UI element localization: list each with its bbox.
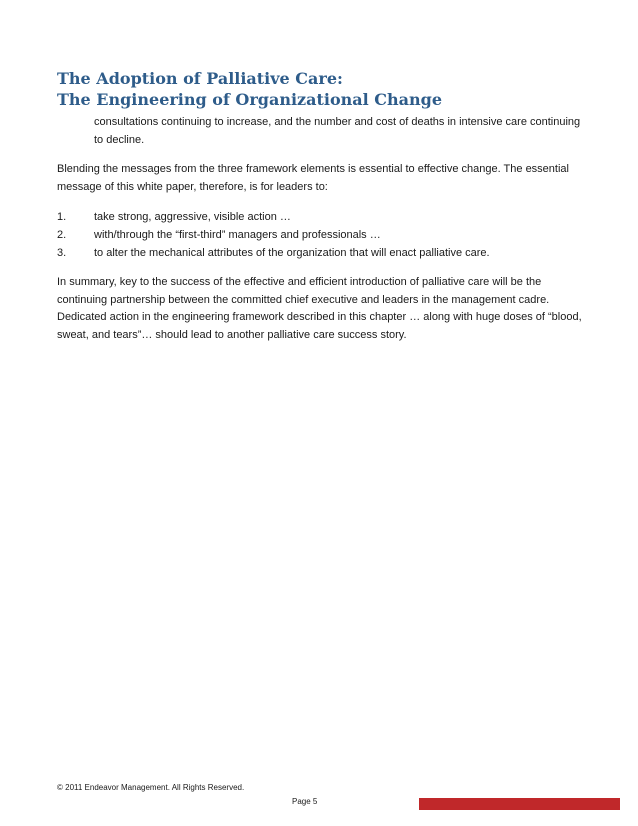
action-list: [57, 208, 587, 262]
footer-page-number: Page 5: [292, 797, 318, 806]
page-title-line-2: The Engineering of Organizational Change: [57, 89, 443, 109]
footer-accent-bar: [419, 798, 620, 810]
list-item: [57, 208, 587, 226]
list-item-number: 2.: [57, 229, 67, 241]
list-item-number: 3.: [57, 247, 67, 259]
list-item: [57, 244, 587, 262]
footer-copyright: © 2011 Endeavor Management. All Rights Reserved.: [57, 783, 245, 792]
page-title-line-1: The Adoption of Palliative Care:: [57, 68, 343, 88]
list-item-number: 1.: [57, 211, 67, 223]
continued-paragraph: consultations continuing to increase, and the number and cost of deaths in intensive care continuing to decline.: [94, 116, 581, 146]
document-body: [57, 114, 587, 356]
paragraph-summary: In summary, key to the success of the effective and efficient introduction of palliative care will be the continuing partnership between the committed chief executive and leaders in the management cadre. Dedicated action in the engineering framework described in this chapter … along with huge doses of “blood, sweat, and tears”… should lead to another palliative care success story.: [57, 276, 582, 341]
list-item-text: with/through the “first-third” managers and professionals …: [94, 229, 381, 241]
list-item-text: take strong, aggressive, visible action …: [94, 211, 291, 223]
paragraph-essential-message: Blending the messages from the three framework elements is essential to effective change. The essential message of this white paper, therefore, is for leaders to:: [57, 163, 569, 193]
list-item-text: to alter the mechanical attributes of the organization that will enact palliative care.: [94, 247, 490, 259]
page-title: [57, 68, 597, 110]
list-item: [57, 226, 587, 244]
